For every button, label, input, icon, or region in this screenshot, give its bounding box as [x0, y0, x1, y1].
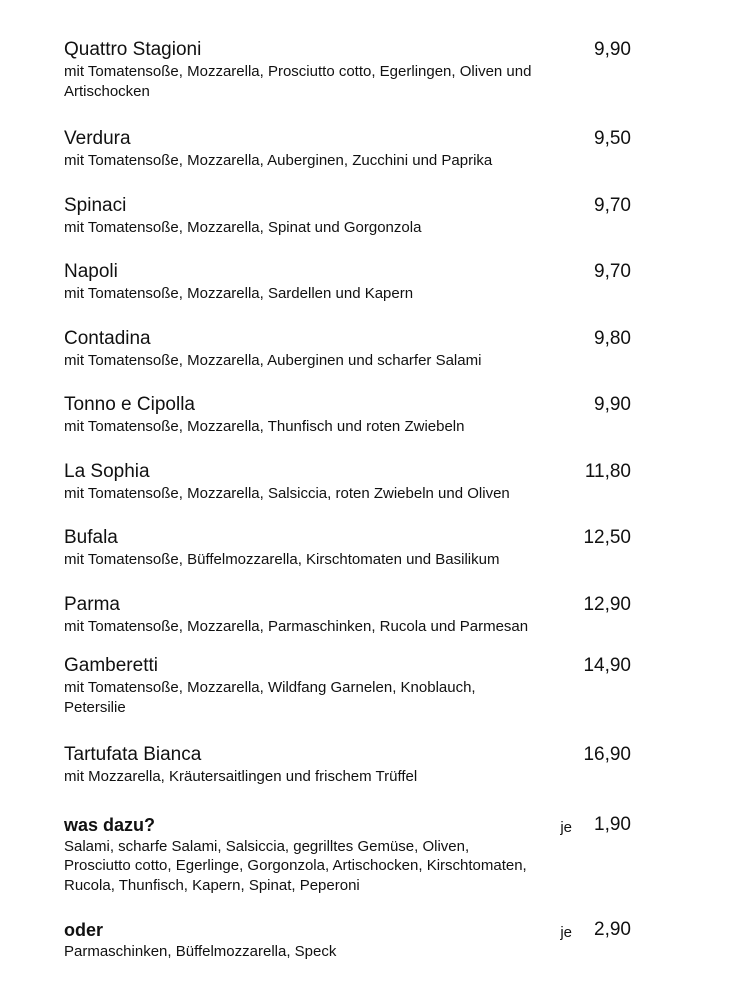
- item-name: Quattro Stagioni: [64, 39, 202, 60]
- menu-item: [64, 654, 644, 717]
- extras-description: Parmaschinken, Büffelmozzarella, Speck: [64, 943, 337, 960]
- menu-item: [64, 743, 644, 787]
- item-description: mit Tomatensoße, Mozzarella, Sardellen und Kapern: [64, 285, 414, 302]
- menu-item: [64, 393, 644, 437]
- item-description: mit Tomatensoße, Büffelmozzarella, Kirschtomaten und Basilikum: [64, 551, 500, 568]
- menu-item: [64, 38, 644, 101]
- extras-price: 1,90: [594, 813, 631, 835]
- menu-item: [64, 460, 644, 504]
- extras-item: [64, 918, 644, 962]
- item-description: mit Tomatensoße, Mozzarella, Spinat und Gorgonzola: [64, 218, 422, 236]
- item-price: 12,50: [583, 527, 631, 548]
- item-description: mit Tomatensoße, Mozzarella, Wildfang Garnelen, Knoblauch, Petersilie: [64, 679, 476, 716]
- item-name: Gamberetti: [64, 655, 158, 676]
- item-name: Napoli: [64, 261, 118, 282]
- item-price: 9,50: [594, 128, 631, 149]
- pizza-menu: [64, 38, 644, 962]
- extras-description: Salami, scharfe Salami, Salsiccia, gegrilltes Gemüse, Oliven, Prosciutto cotto, Egerlinge, Gorgonzola, Artischocken, Kirschtomaten, Rucola, Thunfisch, Kapern, Spinat, Peperoni: [64, 837, 527, 894]
- item-name: Bufala: [64, 527, 118, 548]
- menu-item: [64, 593, 644, 637]
- menu-item: [64, 127, 644, 171]
- menu-item: [64, 526, 644, 570]
- extras-title: was dazu?: [64, 814, 156, 835]
- item-name: Spinaci: [64, 194, 127, 216]
- price-each-label: je: [560, 818, 572, 836]
- extras-title: oder: [64, 920, 104, 940]
- item-price: 9,80: [594, 327, 631, 349]
- item-description: mit Mozzarella, Kräutersaitlingen und frischem Trüffel: [64, 768, 418, 785]
- item-name: Verdura: [64, 128, 131, 149]
- menu-item: [64, 327, 644, 371]
- menu-item: [64, 260, 644, 304]
- item-price: 11,80: [584, 460, 631, 482]
- extras-item: [64, 813, 644, 896]
- item-name: Tonno e Cipolla: [64, 394, 195, 415]
- item-name: Tartufata Bianca: [64, 744, 202, 765]
- menu-item: [64, 194, 644, 238]
- item-price: 9,70: [594, 194, 631, 216]
- price-each-label: je: [560, 924, 572, 941]
- item-name: Contadina: [64, 327, 151, 349]
- item-description: mit Tomatensoße, Mozzarella, Thunfisch und roten Zwiebeln: [64, 418, 465, 435]
- item-description: mit Tomatensoße, Mozzarella, Auberginen, Zucchini und Paprika: [64, 152, 493, 169]
- item-price: 16,90: [583, 744, 631, 765]
- item-price: 14,90: [583, 655, 631, 676]
- item-price: 9,90: [594, 394, 631, 415]
- item-description: mit Tomatensoße, Mozzarella, Salsiccia, roten Zwiebeln und Oliven: [64, 484, 510, 502]
- extras-price: 2,90: [594, 919, 631, 940]
- item-price: 12,90: [583, 593, 631, 615]
- item-description: mit Tomatensoße, Mozzarella, Auberginen und scharfer Salami: [64, 351, 482, 369]
- item-name: La Sophia: [64, 460, 150, 482]
- item-price: 9,90: [594, 39, 631, 60]
- item-description: mit Tomatensoße, Mozzarella, Prosciutto cotto, Egerlingen, Oliven und Artischocken: [64, 63, 532, 100]
- item-name: Parma: [64, 593, 120, 615]
- item-description: mit Tomatensoße, Mozzarella, Parmaschinken, Rucola und Parmesan: [64, 617, 529, 635]
- item-price: 9,70: [594, 261, 631, 282]
